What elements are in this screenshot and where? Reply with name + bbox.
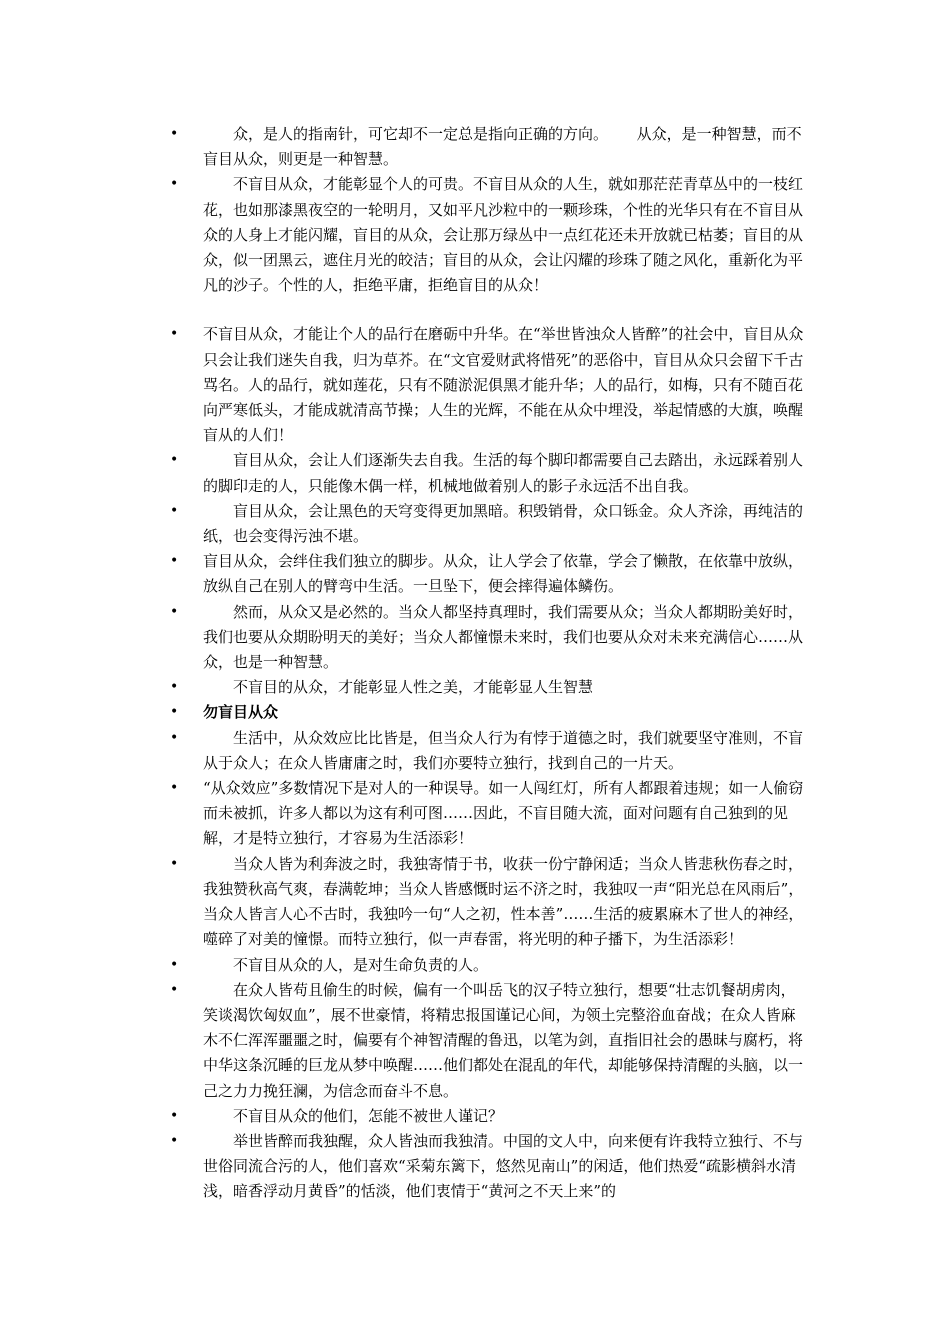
list-item [0,852,808,953]
bullet-icon: • [170,1132,179,1149]
list-item [0,978,808,1104]
bullet-icon: • [170,502,179,519]
list-item-text: 众，是人的指南针，可它却不一定总是指向正确的方向。 从众，是一种智慧，而不盲目从众，则更是一种智慧。 [203,125,802,169]
list-item [0,600,808,676]
bullet-icon: • [170,704,179,721]
list-item [0,322,808,448]
bullet-icon: • [170,176,179,193]
list-item-text: 不盲目从众，才能彰显个人的可贵。不盲目从众的人生，就如那茫茫青草丛中的一枝红花，也如那漆黑夜空的一轮明月，又如平凡沙粒中的一颗珍珠，个性的光华只有在不盲目从众的人身上才能闪耀，盲目的从众，会让那万绿丛中一点红花还未开放就已枯萎；盲目的从众，似一团黑云，遮住月光的皎洁；盲目的从众，会让闪耀的珍珠了随之风化，重新化为平凡的沙子。个性的人，拒绝平庸，拒绝盲目的从众！ [203,175,804,295]
list-item-text: 当众人皆为利奔波之时，我独寄情于书，收获一份宁静闲适；当众人皆悲秋伤春之时，我独赞秋高气爽，春满乾坤；当众人皆感慨时运不济之时，我独叹一声“阳光总在风雨后”，当众人皆言人心不古时，我独吟一句“人之初，性本善”……生活的疲累麻木了世人的神经，噬碎了对美的憧憬。而特立独行，似一声春雷，将光明的种子播下，为生活添彩！ [203,854,804,949]
bullet-icon: • [170,603,179,620]
list-item-text: 不盲目从众的他们，怎能不被世人谨记？ [233,1106,504,1125]
list-item-text: 在众人皆苟且偷生的时候，偏有一个叫岳飞的汉子特立独行，想要“壮志饥餐胡虏肉，笑谈渴饮匈奴血”，展不世豪情，将精忠报国谨记心间，为领土完整浴血奋战；在众人皆麻木不仁浑浑噩噩之时，偏要有个神智清醒的鲁迅，以笔为剑，直指旧社会的愚昧与腐朽，将中华这条沉睡的巨龙从梦中唤醒……他们都处在混乱的年代，却能够保持清醒的头脑，以一己之力力挽狂澜，为信念而奋斗不息。 [203,980,804,1100]
list-item [0,122,808,172]
section-heading: 勿盲目从众 [203,703,279,722]
list-item [0,172,808,298]
list-item-text: 举世皆醉而我独醒，众人皆浊而我独清。中国的文人中，向来便有许我特立独行、不与世俗同流合污的人，他们喜欢“采菊东篱下，悠然见南山”的闲适，他们热爱“疏影横斜水清浅，暗香浮动月黄昏”的恬淡，他们衷情于“黄河之不天上来”的 [203,1131,804,1201]
list-item-text: “从众效应”多数情况下是对人的一种误导。如一人闯红灯，所有人都跟着违规；如一人偷窃而未被抓，许多人都以为这有利可图……因此，不盲目随大流，面对问题有自己独到的见解，才是特立独行，才容易为生活添彩！ [203,779,804,848]
list-item [0,776,808,852]
list-item [0,499,808,549]
list-item-text: 盲目从众，会让黑色的天穹变得更加黑暗。积毁销骨，众口铄金。众人齐涂，再纯洁的纸，也会变得污浊不堪。 [203,501,804,546]
bullet-icon: • [170,729,179,746]
bullet-icon: • [170,981,179,998]
list-item [0,675,808,700]
bullet-list [0,122,950,1205]
list-item-text: 然而，从众又是必然的。当众人都坚持真理时，我们需要从众；当众人都期盼美好时，我们也要从众期盼明天的美好；当众人都憧憬未来时，我们也要从众对未来充满信心……从众，也是一种智慧。 [203,602,804,672]
list-item-text: 不盲目从众的人，是对生命负责的人。 [233,955,489,974]
list-item [0,953,808,978]
list-item [0,1104,808,1129]
bullet-icon: • [170,326,179,343]
document-page [0,122,950,1205]
list-item-heading [0,700,808,725]
list-item [0,726,808,776]
bullet-icon: • [170,780,179,797]
list-item [0,1129,808,1205]
list-item-text: 不盲目从众，才能让个人的品行在磨砺中升华。在“举世皆浊众人皆醉”的社会中，盲目从众只会让我们迷失自我，归为草芥。在“文官爱财武将惜死”的恶俗中，盲目从众只会留下千古骂名。人的品行，就如莲花，只有不随淤泥俱黑才能升华；人的品行，如梅，只有不随百花向严寒低头，才能成就清高节操；人生的光辉，不能在从众中埋没，举起情感的大旗，唤醒盲从的人们！ [203,325,804,445]
bullet-icon: • [170,126,179,142]
list-item [0,549,808,599]
list-item-text: 盲目从众，会让人们逐渐失去自我。生活的每个脚印都需要自己去踏出，永远踩着别人的脚印走的人，只能像木偶一样，机械地做着别人的影子永远活不出自我。 [203,451,804,495]
list-item-text: 生活中，从众效应比比皆是，但当众人行为有悖于道德之时，我们就要坚守准则，不盲从于众人；在众人皆庸庸之时，我们亦要特立独行，找到自己的一片天。 [203,728,804,772]
bullet-icon: • [170,679,179,696]
list-item-text: 不盲目的从众，才能彰显人性之美，才能彰显人生智慧 [233,678,594,697]
bullet-icon: • [170,553,179,570]
bullet-icon: • [170,855,179,872]
bullet-icon: • [170,956,179,973]
list-item [0,448,808,498]
bullet-icon: • [170,452,179,469]
list-item-text: 盲目从众，会绊住我们独立的脚步。从众，让人学会了依靠，学会了懒散，在依靠中放纵，放纵自己在别人的臂弯中生活。一旦坠下，便会摔得遍体鳞伤。 [203,552,804,596]
bullet-icon: • [170,1107,179,1124]
